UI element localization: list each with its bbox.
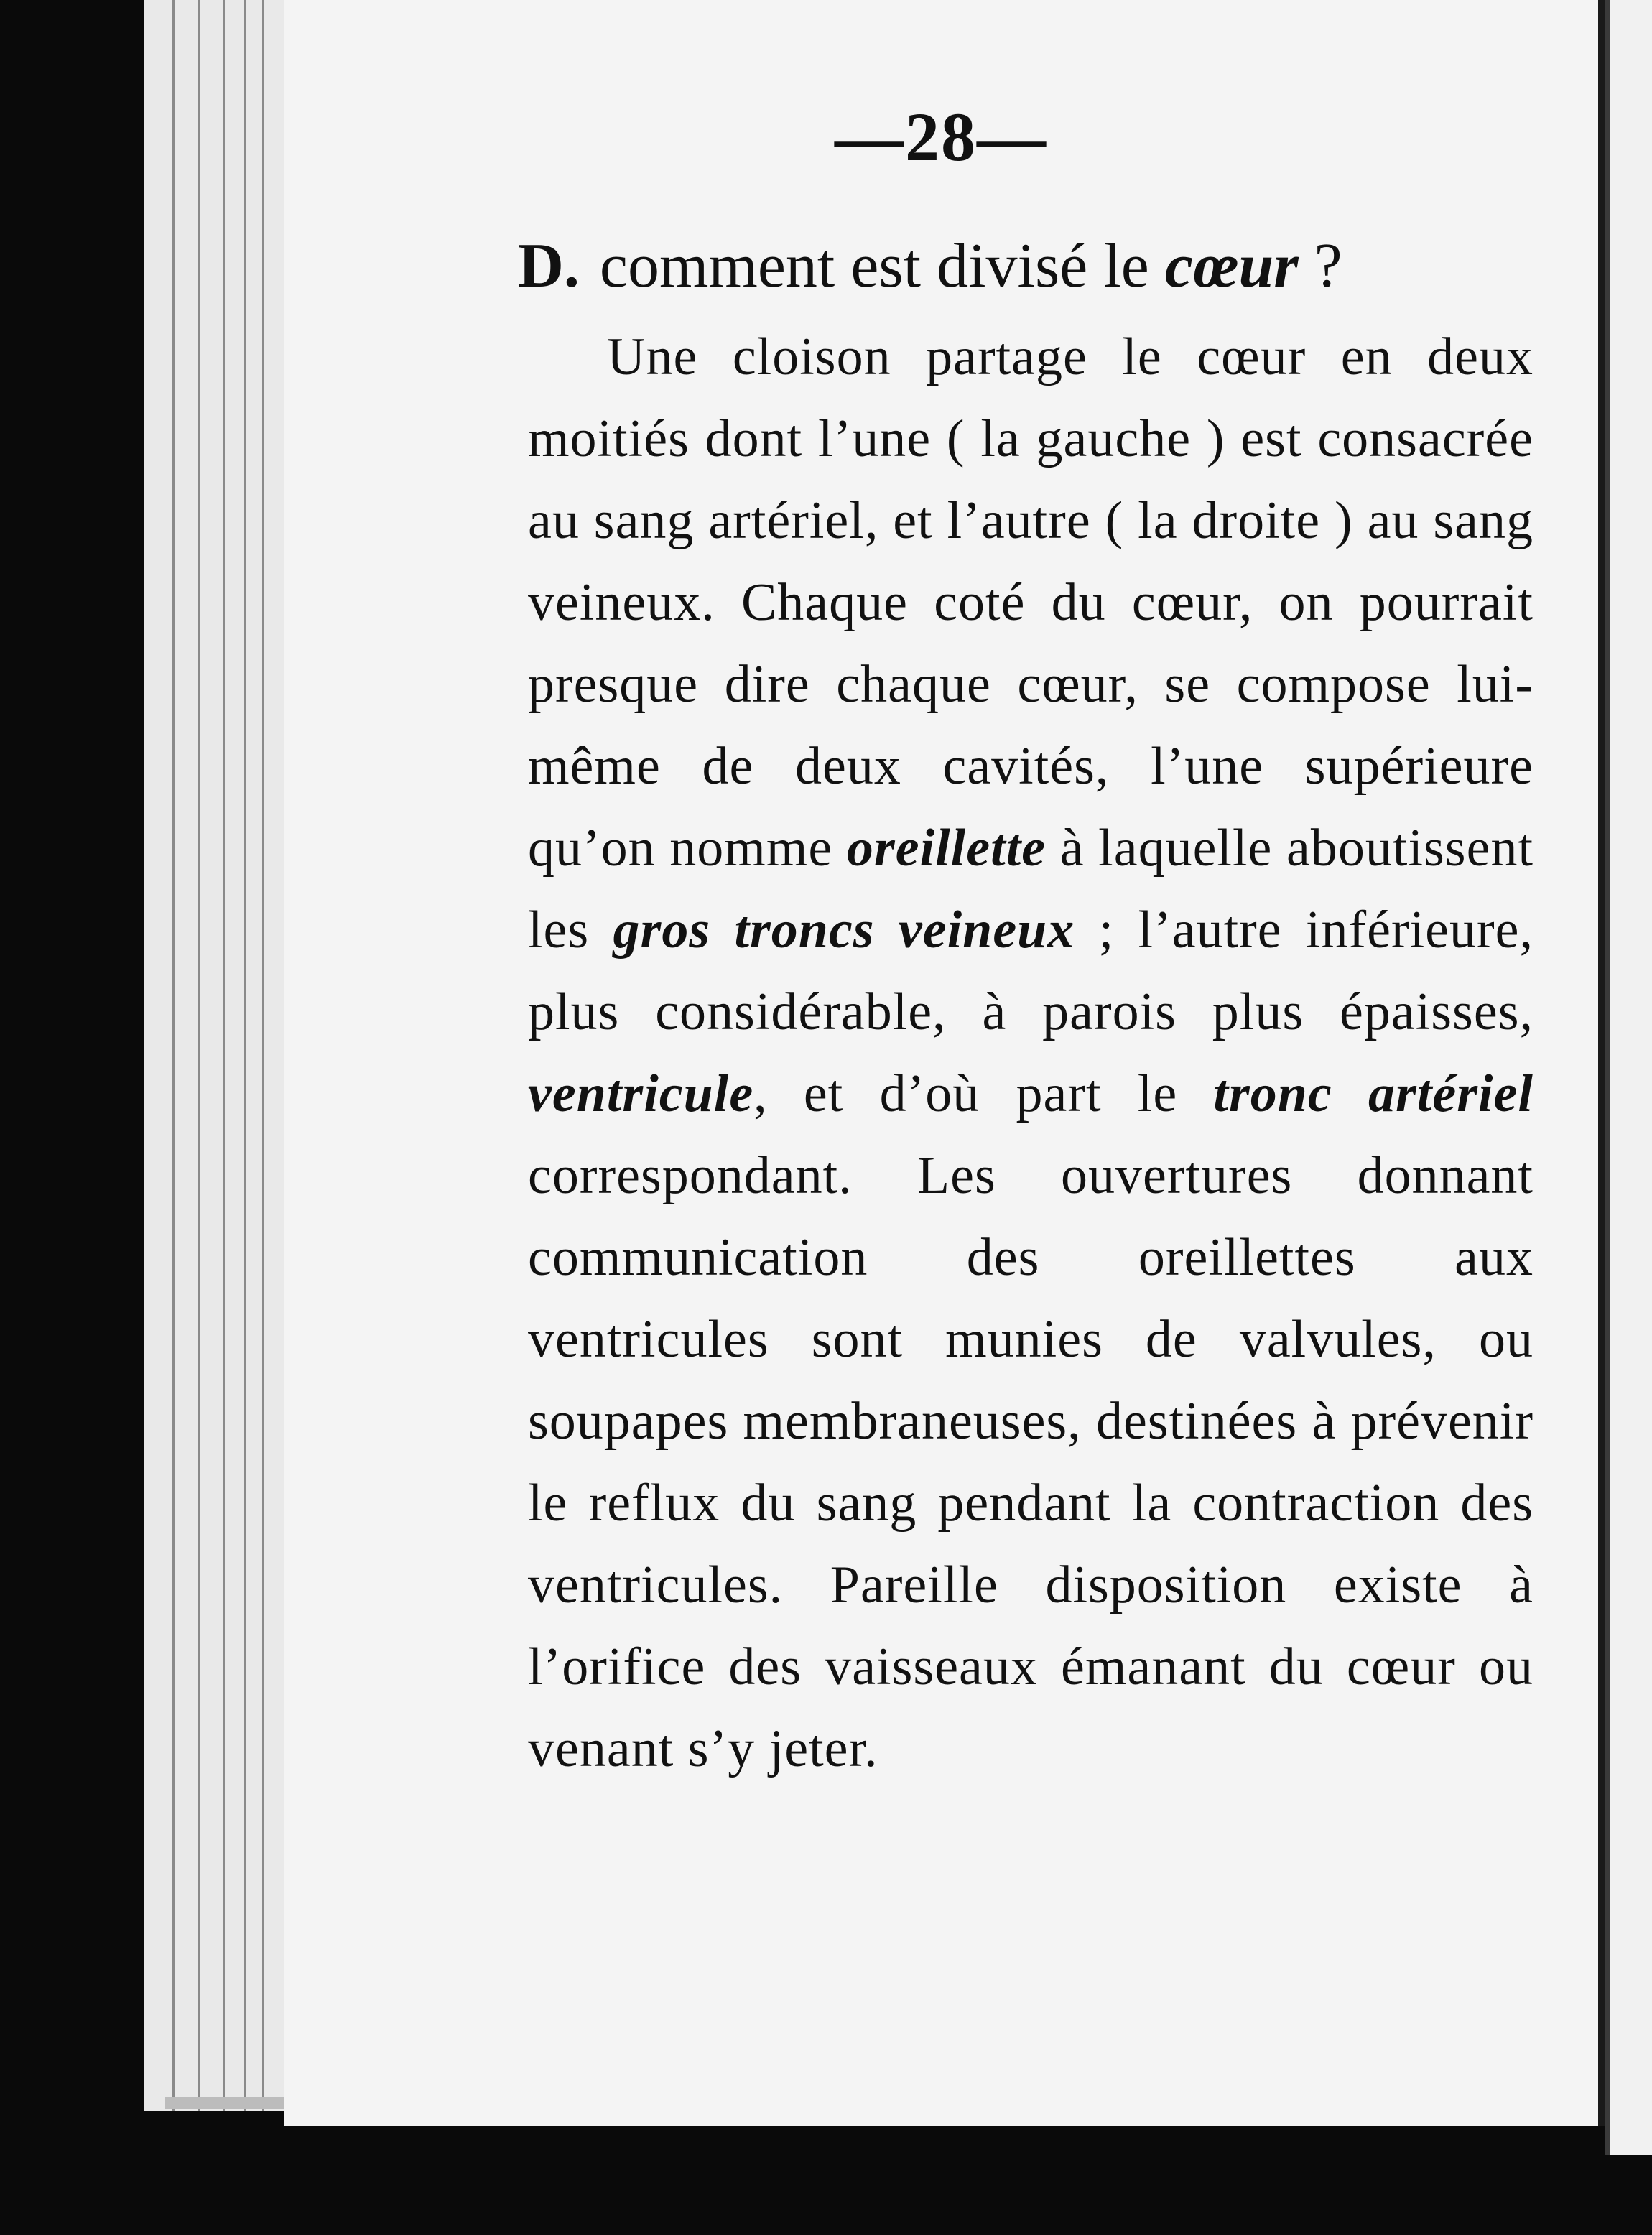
page-edge-line <box>223 0 225 2111</box>
question-label: D. <box>518 231 580 301</box>
page-number: —28— <box>835 98 1047 175</box>
page-edge-bottom <box>165 2097 294 2109</box>
question-line <box>518 230 1342 302</box>
answer-segment: à laquelle aboutissent les <box>528 819 1533 959</box>
term-gros-troncs-veineux: gros troncs veineux <box>613 901 1075 959</box>
answer-segment: , et d’où part le <box>753 1064 1214 1123</box>
answer-text <box>528 316 1533 1790</box>
page-edge-line <box>244 0 246 2111</box>
answer-paragraph <box>528 316 1533 1790</box>
page-edge-line <box>198 0 200 2111</box>
term-ventricule: ventricule <box>528 1064 754 1123</box>
answer-segment: Une cloison partage le cœur en deux moitiés dont l’une ( la gauche ) est consacrée au sang artériel, et l’autre ( la droite ) au sang veineux. Chaque coté du cœur, on pourrait presque dire chaque cœur, se compose lui-même de deux cavités, l’une supérieure qu’on nomme <box>528 327 1533 878</box>
question-term: cœur <box>1164 231 1299 301</box>
term-oreillette: oreillette <box>846 819 1047 878</box>
page-edge-line <box>262 0 264 2111</box>
question-text: comment est divisé le <box>599 231 1149 301</box>
adjacent-page-edge <box>1605 0 1652 2155</box>
answer-segment: ; l’autre inférieure, plus considérable, à parois plus épaisses, <box>528 901 1534 1041</box>
term-tronc-arteriel: tronc artériel <box>1213 1064 1533 1123</box>
book-page <box>284 0 1605 2126</box>
question-mark: ? <box>1298 231 1342 301</box>
page-edge-line <box>172 0 175 2111</box>
answer-segment: correspondant. Les ouvertures donnant communication des oreillettes aux ventricules sont munies de valvules, ou soupapes membraneuses, destinées à prévenir le reflux du sang pendant la contraction des ventricules. Pareille disposition existe à l’orifice des vaisseaux émanant du cœur ou venant s’y jeter. <box>528 1146 1533 1778</box>
stacked-page-edges <box>144 0 289 2111</box>
